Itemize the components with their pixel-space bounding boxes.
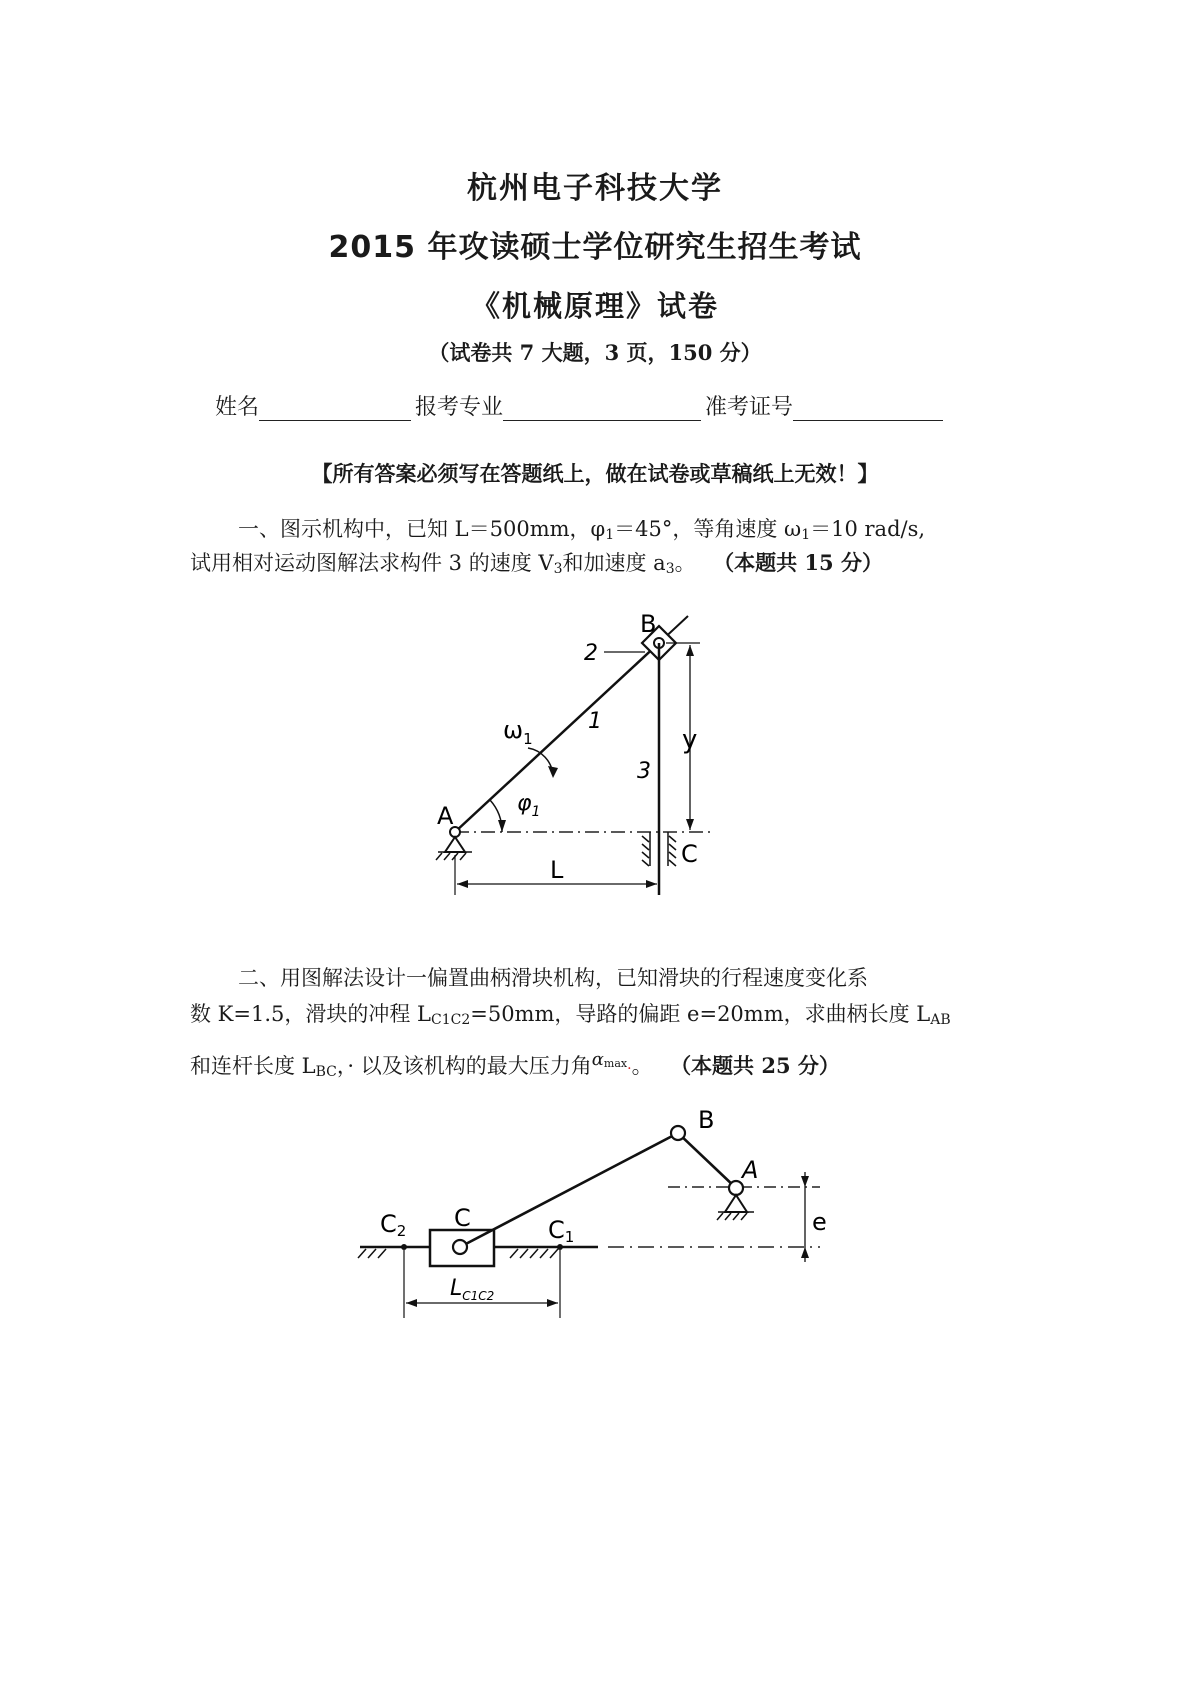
pivot-A-support: [445, 837, 465, 852]
crank: [678, 1133, 736, 1188]
fig1-label-B: B: [640, 610, 657, 638]
fig1-label-phi: $\varphi_1$: [517, 791, 541, 820]
id-label: 准考证号: [705, 395, 794, 420]
candidate-info-row: [215, 390, 955, 421]
university-title: 杭州电子科技大学: [467, 171, 723, 206]
fig1-label-L: L: [550, 856, 564, 884]
q2-text-line1: 二、用图解法设计一偏置曲柄滑块机构，已知滑块的行程速度变化系: [238, 966, 868, 990]
fig1-label-2: 2: [584, 641, 598, 666]
fig1-label-3: 3: [637, 759, 651, 784]
point-C1: [557, 1244, 563, 1250]
phi-arc: [490, 800, 502, 832]
q2-score: （本题共 25 分）: [680, 1053, 840, 1078]
fig1-label-A: A: [437, 802, 454, 830]
q2-text-line3: 和连杆长度 $L_{BC}$，· 以及该机构的最大压力角$\alpha^{max}\cdot$。 （本题共 25 分）: [190, 1049, 840, 1080]
name-label: 姓名: [215, 395, 260, 420]
id-blank[interactable]: [793, 394, 943, 421]
fig2-label-A: A: [742, 1156, 759, 1184]
fig2-label-C2: C2: [380, 1210, 407, 1240]
pivot-A-ground: [436, 852, 472, 860]
joint-A: [729, 1181, 743, 1195]
major-blank[interactable]: [503, 394, 701, 421]
major-label: 报考专业: [415, 395, 504, 420]
joint-C: [453, 1240, 467, 1254]
q1-figure: [400, 600, 740, 910]
name-blank[interactable]: [259, 394, 411, 421]
support-A: [725, 1195, 747, 1212]
q1-text-line1: 一、图示机构中，已知 L＝500mm，$\varphi_1=45^\circ$，等角速度 $\omega_1=10$ rad/s,: [238, 517, 926, 543]
link-1: [455, 643, 659, 832]
fig2-label-C: C: [454, 1204, 471, 1232]
q2-figure: [340, 1100, 860, 1340]
fig1-label-C: C: [681, 840, 698, 868]
q1-score: （本题共 15 分）: [723, 550, 883, 575]
fig2-label-B: B: [698, 1106, 715, 1134]
exam-name: 2015 年攻读硕士学位研究生招生考试: [328, 230, 862, 265]
fig2-label-L: $L_{C1C2}$: [450, 1276, 495, 1303]
fig1-label-omega: $\omega_1$: [503, 716, 533, 748]
q2-text-line2: 数 K=1.5，滑块的冲程 $L_{C1C2}=50mm$，导路的偏距 e=20mm，求曲柄长度 $L_{AB}$: [190, 1002, 951, 1028]
fig2-label-C1: C1: [548, 1216, 575, 1246]
fig1-label-1: 1: [588, 709, 602, 734]
paper-title: 《机械原理》试卷: [470, 289, 719, 323]
q1-text-line2: 试用相对运动图解法求构件 3 的速度 $V_3$和加速度 $a_3$。 （本题共 15 分）: [190, 550, 883, 577]
point-C2: [401, 1244, 407, 1250]
fig1-label-y: y: [682, 725, 698, 755]
notice: 【所有答案必须写在答题纸上，做在试卷或草稿纸上无效！】: [311, 462, 879, 486]
joint-B: [671, 1126, 685, 1140]
paper-info: （试卷共 7 大题，3 页，150 分）: [428, 340, 762, 365]
fig2-label-e: e: [812, 1208, 827, 1236]
